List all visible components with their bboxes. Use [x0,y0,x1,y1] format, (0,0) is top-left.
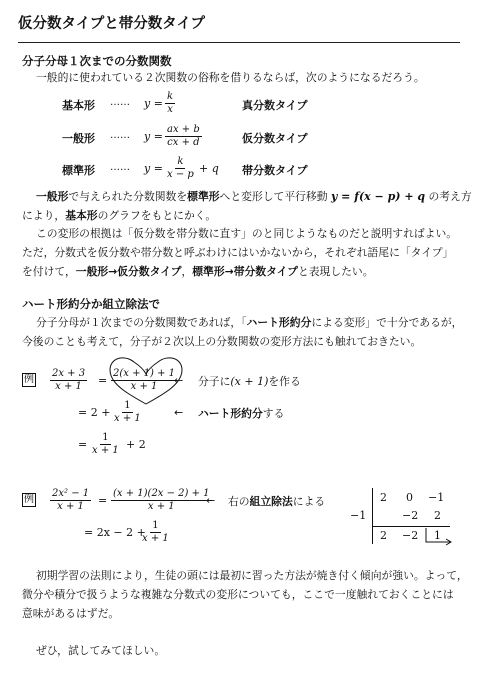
section2-heading: ハート形約分か組立除法で [22,297,160,311]
form-numerator: k [177,156,184,167]
ex2-rhs-fraction: $\frac{(x + 1)(2x - 2) + 1}{x + 1}$ [113,488,210,512]
paragraph-2-line-3: を付けて，一般形→仮分数タイプ，標準形→帯分数タイプと表現したい。 [22,265,374,278]
example-mark: 例 [24,374,34,385]
form-fraction [165,124,202,149]
synth-horizontal-rule [372,526,450,527]
ex1-l2-fraction: $\frac{1}{x + 1}$ [114,400,141,424]
ex1-l3-tail: + 2 [126,438,146,451]
form-lhs: y = [144,162,163,175]
form-lhs: y = [144,97,163,110]
form-type: 真分数タイプ [242,99,308,112]
example-mark: 例 [24,494,34,505]
section1-heading: 分子分母１次までの分数関数 [22,54,172,68]
form-type: 帯分数タイプ [242,164,308,177]
form-dots: …… [110,130,130,141]
form-denominator: cx + d [167,137,200,148]
ex1-note-2: ハート形約分する [198,407,285,420]
form-numerator: k [167,91,174,102]
closing-line-2: 微分や積分で扱うような複雑な分数式の変形についても，ここで一度触れておくことには [22,588,454,601]
form-lhs: y = [144,130,163,143]
form-label: 標準形 [62,164,95,177]
form-numerator: ax + b [167,124,200,135]
section1-intro: 一般的に使われている２次関数の俗称を借りるならば，次のようになるだろう。 [36,71,425,84]
ex2-eq-2: = 2x − 2 + [84,526,146,539]
ex1-lhs-fraction: $\frac{2x + 3}{x + 1}$ [52,368,86,392]
synth-cell: −1 [428,491,445,504]
synth-cell: −2 [402,509,419,522]
paragraph-2-line-2: ただ，分数式を仮分数や帯分数と呼ぶわけにはいかないから，それぞれ語尾に「タイプ」 [22,246,454,259]
ex2-l2-fraction: $\frac{1}{x + 1}$ [142,520,169,544]
form-type: 仮分数タイプ [242,132,308,145]
form-row-basic [62,91,462,119]
form-dots: …… [110,97,130,108]
synth-cell: 2 [380,529,387,542]
form-label: 基本形 [62,99,95,112]
closing-line-3: 意味があるはずだ。 [22,607,120,620]
form-fraction [165,91,175,116]
ex2-note-1: 右の組立除法による [228,495,326,508]
synth-cell: 2 [380,491,387,504]
section2-line-1: 分子分母が１次までの分数関数であれば，「ハート形約分による変形」で十分であるが， [36,316,463,329]
synth-cell: −2 [402,529,419,542]
example-1 [22,368,462,468]
page-title: 仮分数タイプと帯分数タイプ [18,16,206,32]
ex1-eq-3: = [78,438,88,451]
remainder-corner-icon [424,528,454,546]
synth-cell: 2 [434,509,441,522]
arrow-icon: ← [174,374,184,387]
synth-divisor: −1 [350,509,367,522]
ex1-eq-2: = 2 + [78,406,111,419]
synthetic-division [348,488,462,548]
closing-line-1: 初期学習の法則により，生徒の頭には最初に習った方法が焼き付く傾向が強い。よって， [36,569,468,582]
ex1-note-1: 分子に(x + 1)を作る [198,375,301,388]
ex1-rhs-fraction: $\frac{2(x + 1) + 1}{x + 1}$ [113,368,176,392]
form-label: 一般形 [62,132,95,145]
arrow-icon: ← [174,406,184,419]
paragraph-1-line-2: により，基本形のグラフをもとにかく。 [22,209,217,222]
paragraph-1-line-1: 一般形で与えられた分数関数を標準形へと変形して平行移動 y = f(x − p) + q の考え方 [36,190,472,203]
synth-remainder: 1 [434,529,441,542]
synth-vertical-rule [372,488,373,544]
form-row-standard [62,156,462,184]
form-tail: + q [199,162,219,175]
ex2-lhs-fraction: $\frac{\text{2x² − 1}}{x + 1}$ [52,488,90,512]
form-dots: …… [110,162,130,173]
section2-line-2: 今後のことも考えて，分子が２次以上の分数関数の変形方法にも触れておきたい。 [22,335,422,348]
ex2-eq-1: = [98,494,108,507]
form-fraction [165,156,196,181]
form-denominator: x [167,104,173,115]
paragraph-2-line-1: この変形の根拠は「仮分数を帯分数に直す」のと同じようなものだと説明すればよい。 [36,227,458,240]
form-denominator: x − p [167,169,194,180]
ex1-eq-1: = [98,374,108,387]
form-row-general [62,124,462,152]
ex1-l3-fraction: $\frac{1}{x + 1}$ [92,432,119,456]
synth-cell: 0 [406,491,413,504]
arrow-icon: ← [206,494,216,507]
closing-line-4: ぜひ，試してみてほしい。 [36,644,166,657]
title-rule [18,42,460,43]
